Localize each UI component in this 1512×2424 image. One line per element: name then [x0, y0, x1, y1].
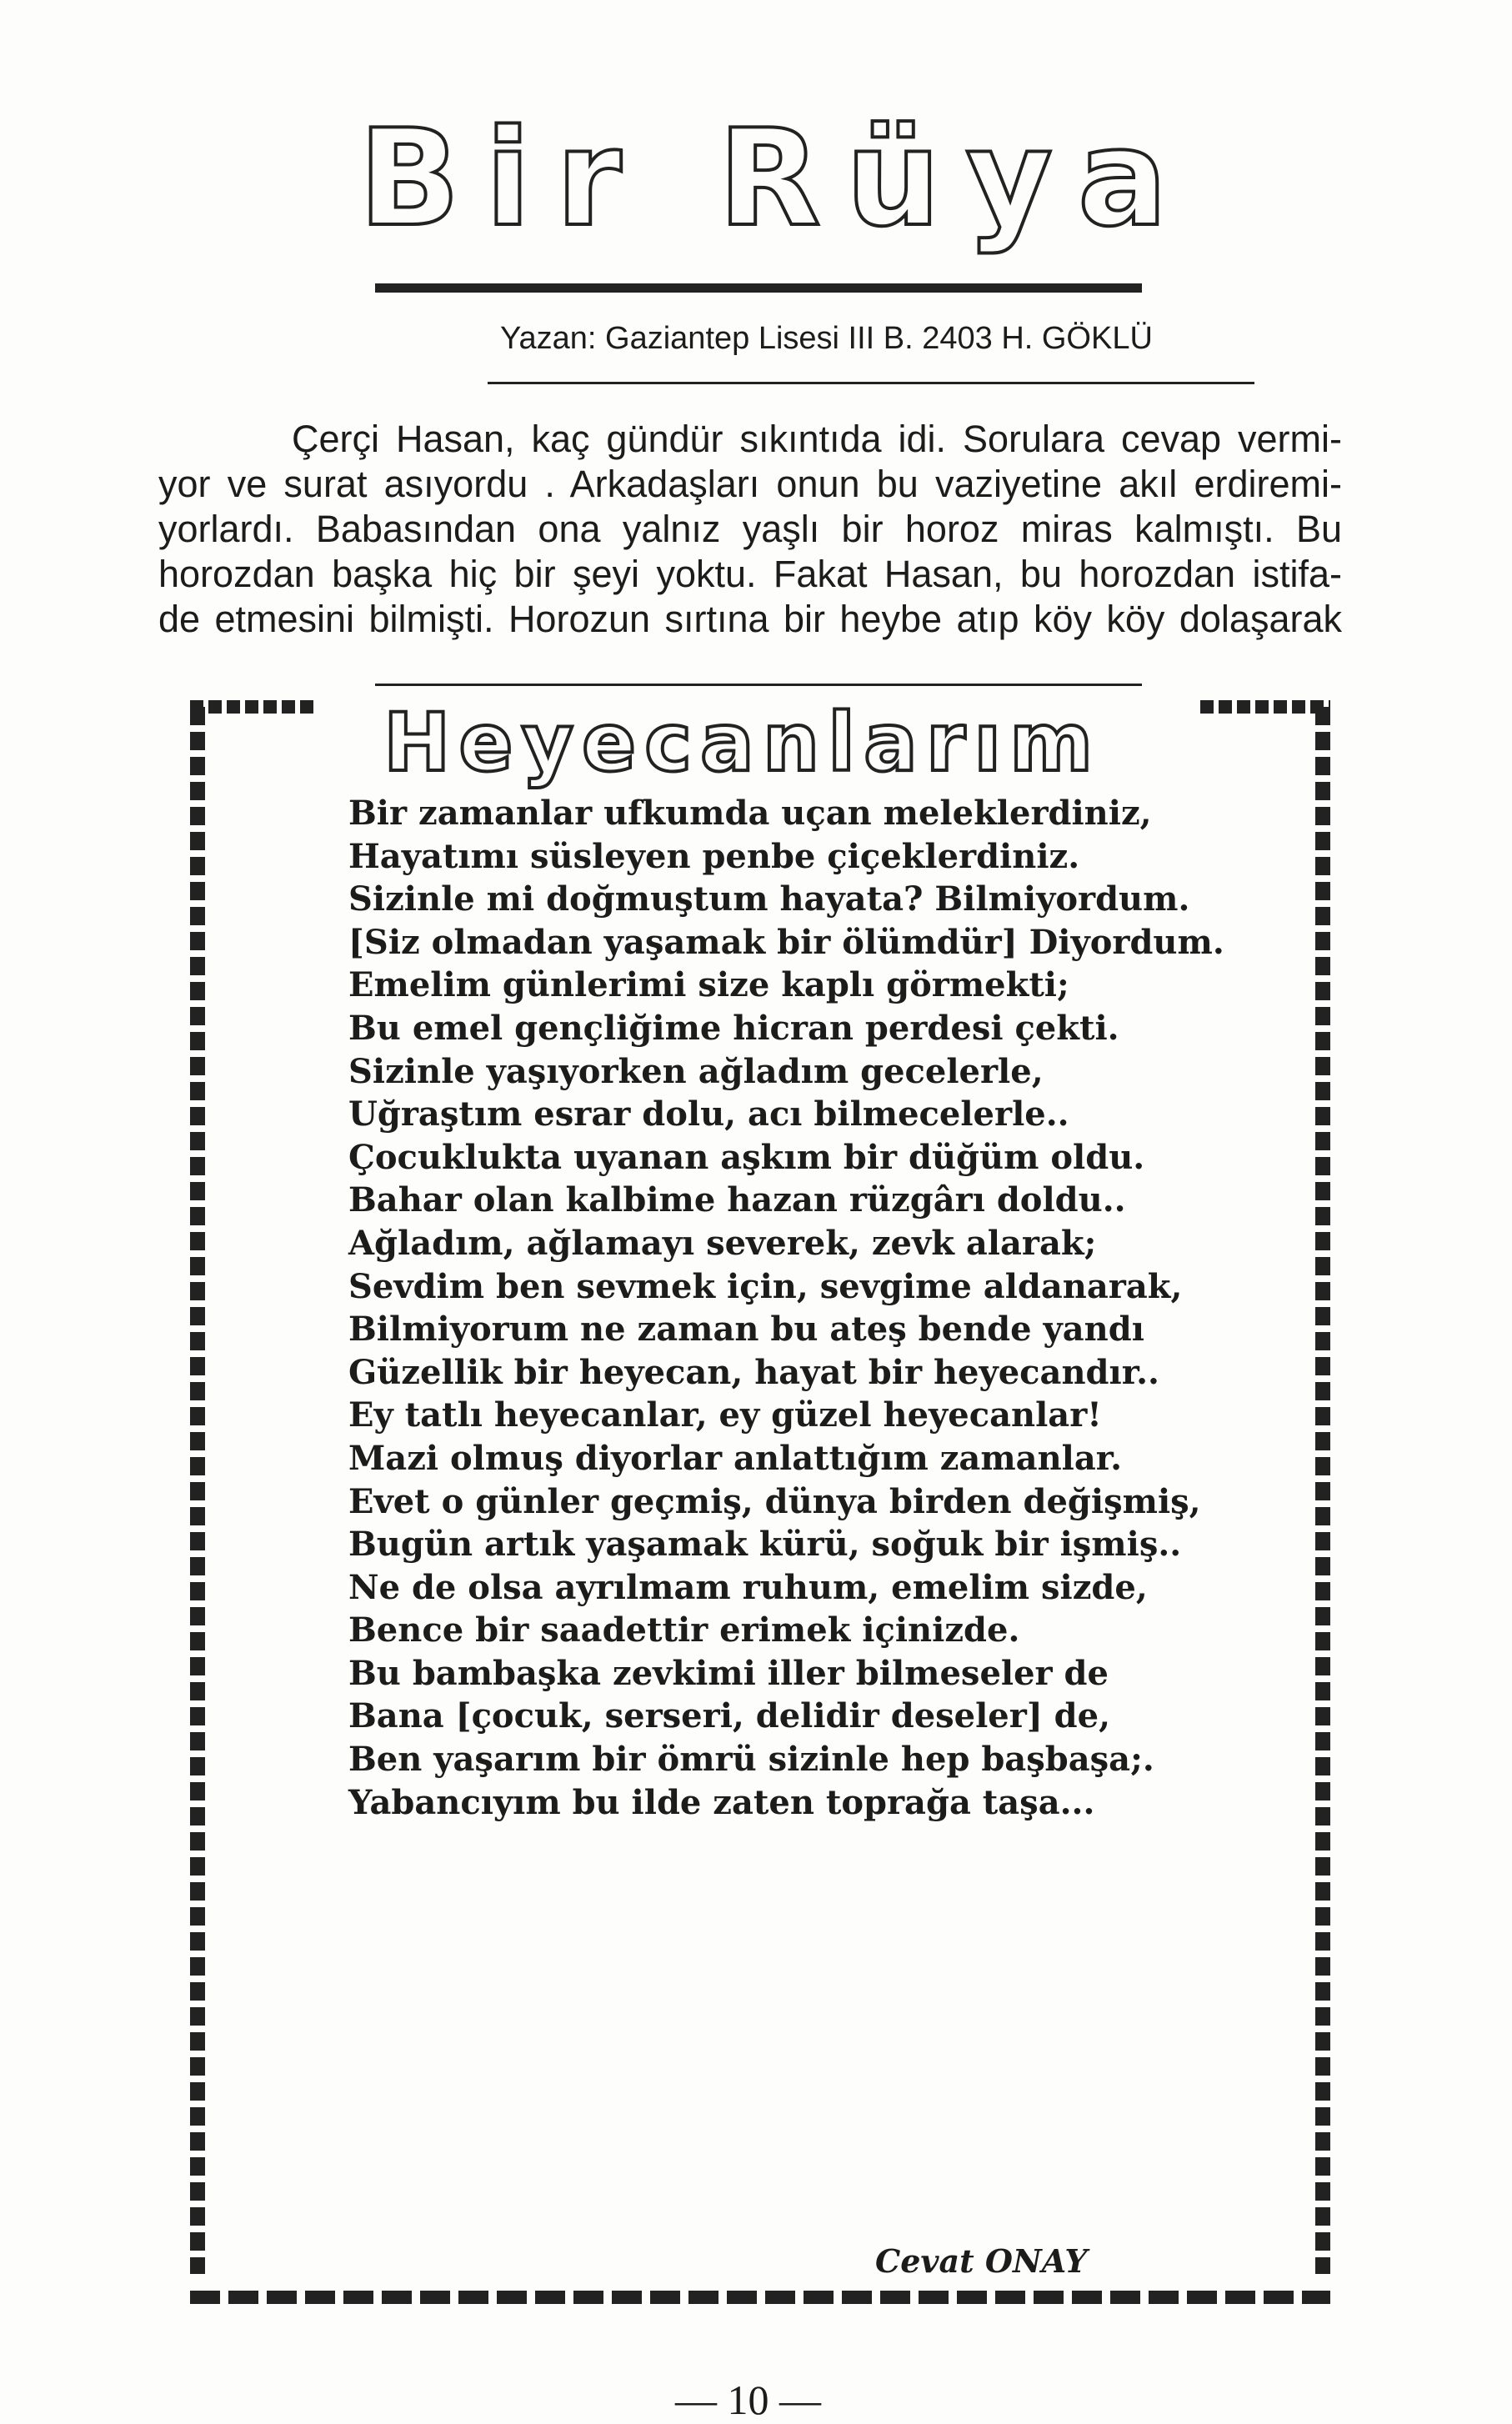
poem-body [348, 792, 1290, 1824]
story-line: yorlardı. Babasından ona yalnız yaşlı bir horoz miras kalmıştı. Bu [158, 508, 1342, 550]
poem-author: Cevat ONAY [875, 2242, 1088, 2280]
poem-line: Evet o günler geçmiş, dünya birden değişmiş, [348, 1481, 1201, 1521]
story-line: de etmesini bilmişti. Horozun sırtına bir heybe atıp köy köy dolaşarak [158, 598, 1342, 640]
story-line: Çerçi Hasan, kaç gündür sıkıntıda idi. Sorulara cevap vermi- [292, 418, 1342, 460]
poem-line: Bu emel gençliğime hicran perdesi çekti. [348, 1008, 1119, 1048]
poem-line: Bu bambaşka zevkimi iller bilmeseler de [348, 1653, 1109, 1693]
section-rule [375, 684, 1142, 686]
poem-line: Uğraştım esrar dolu, acı bilmecelerle.. [348, 1094, 1069, 1134]
frame-ornament-top-left [190, 700, 315, 714]
poem-line: Ne de olsa ayrılmam ruhum, emelim sizde, [348, 1567, 1148, 1607]
frame-ornament-top-right [1200, 700, 1330, 714]
poem-line: Bir zamanlar ufkumda uçan meleklerdiniz, [348, 794, 1152, 833]
poem-line: Bence bir saadettir erimek içinizde. [348, 1610, 1020, 1650]
frame-ornament-bottom [190, 2291, 1330, 2304]
page-number: — 10 — [675, 2376, 821, 2423]
poem-line: Emelim günlerimi size kaplı görmekti; [348, 965, 1069, 1005]
poem-line: Sizinle mi doğmuştum hayata? Bilmiyordum. [348, 879, 1190, 919]
poem-title: Heyecanlarım [383, 696, 1102, 789]
story-paragraph [158, 417, 1342, 642]
poem-line: Mazi olmuş diyorlar anlattığım zamanlar. [348, 1438, 1123, 1478]
poem-line: Bana [çocuk, serseri, delidir deseler] de, [348, 1696, 1111, 1736]
poem-line: Çocuklukta uyanan aşkım bir düğüm oldu. [348, 1137, 1145, 1177]
frame-ornament-right [1315, 707, 1330, 2274]
byline-rule [488, 382, 1254, 384]
poem-line: Ağladım, ağlamayı severek, zevk alarak; [348, 1223, 1097, 1263]
poem-line: Sevdim ben sevmek için, sevgime aldanarak, [348, 1266, 1183, 1306]
article-title: Bir Rüya [358, 100, 1193, 256]
poem-line: Sizinle yaşıyorken ağladım gecelerle, [348, 1051, 1044, 1091]
title-rule [375, 283, 1142, 293]
poem-line: Güzellik bir heyecan, hayat bir heyecandır.. [348, 1352, 1159, 1392]
story-line: yor ve surat asıyordu . Arkadaşları onun bu vaziyetine akıl erdiremi- [158, 463, 1342, 505]
poem-line: Bahar olan kalbime hazan rüzgârı doldu.. [348, 1180, 1126, 1220]
poem-line: Ben yaşarım bir ömrü sizinle hep başbaşa;. [348, 1740, 1154, 1780]
poem-line: Yabancıyım bu ilde zaten toprağa taşa... [348, 1782, 1095, 1822]
poem-line: [Siz olmadan yaşamak bir ölümdür] Diyordum. [348, 922, 1224, 962]
poem-line: Bilmiyorum ne zaman bu ateş bende yandı [348, 1310, 1144, 1350]
frame-ornament-left [190, 707, 205, 2274]
poem-line: Hayatımı süsleyen penbe çiçeklerdiniz. [348, 836, 1080, 876]
poem-line: Ey tatlı heyecanlar, ey güzel heyecanlar! [348, 1395, 1102, 1435]
story-line: horozdan başka hiç bir şeyi yoktu. Fakat Hasan, bu horozdan istifa- [158, 553, 1342, 595]
byline: Yazan: Gaziantep Lisesi III B. 2403 H. GÖKLÜ [500, 321, 1153, 356]
poem-line: Bugün artık yaşamak kürü, soğuk bir işmiş.. [348, 1525, 1182, 1565]
